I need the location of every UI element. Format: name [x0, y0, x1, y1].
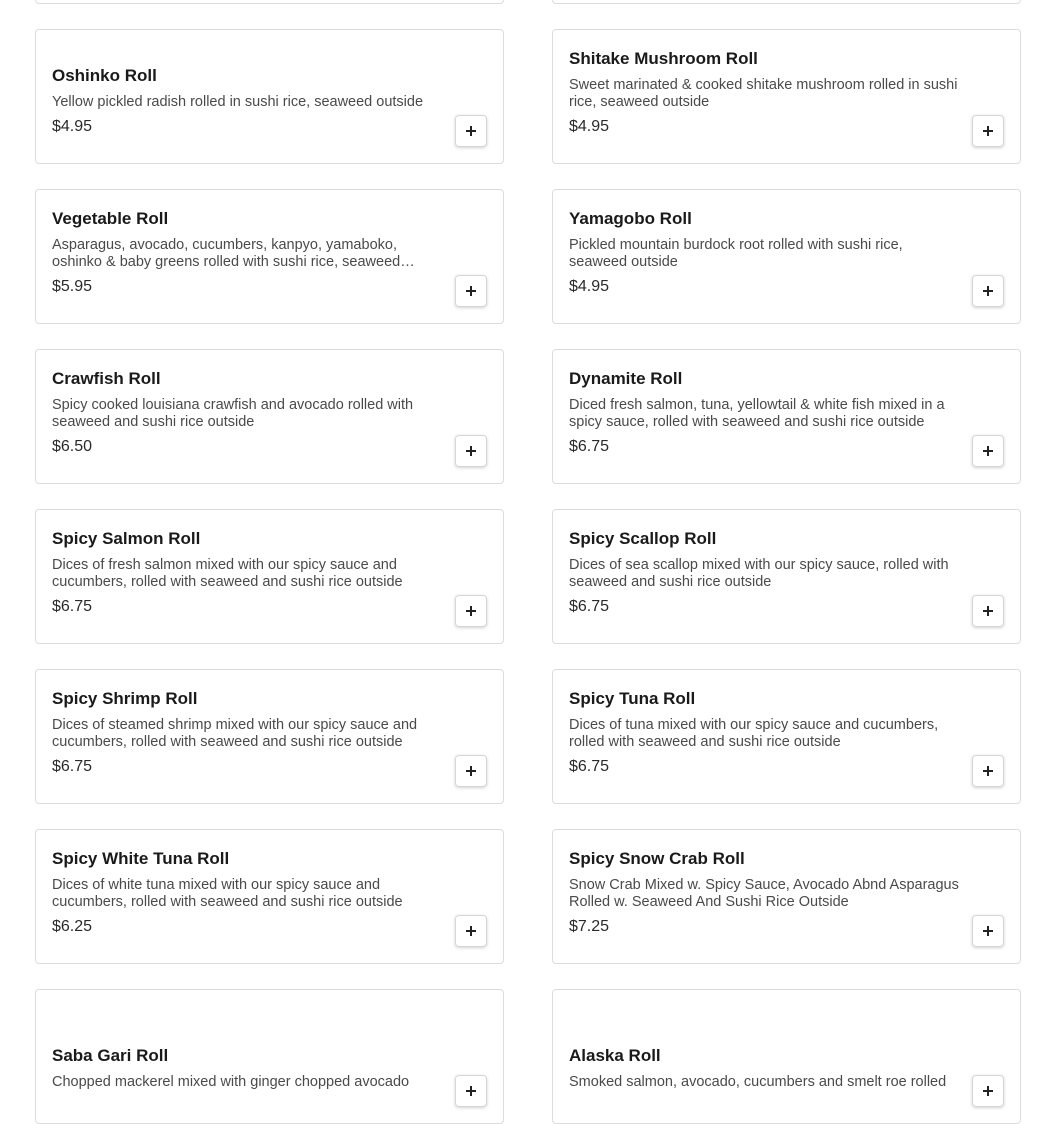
menu-item-name: Oshinko Roll — [52, 66, 157, 85]
menu-item-card[interactable] — [552, 829, 1021, 964]
menu-item-body — [569, 49, 960, 137]
menu-item-card[interactable] — [552, 509, 1021, 644]
plus-icon — [466, 286, 476, 296]
menu-item-body — [569, 369, 960, 457]
plus-icon — [983, 126, 993, 136]
plus-icon — [983, 286, 993, 296]
add-to-cart-button[interactable] — [972, 275, 1004, 307]
menu-item-card[interactable] — [35, 829, 504, 964]
menu-item-card[interactable] — [35, 189, 504, 324]
menu-item-card[interactable] — [552, 989, 1021, 1124]
menu-item-price: $6.50 — [52, 438, 93, 455]
menu-item-name: Spicy Tuna Roll — [569, 689, 696, 708]
add-to-cart-button[interactable] — [455, 915, 487, 947]
menu-item-card[interactable] — [552, 189, 1021, 324]
menu-item-price: $6.75 — [569, 598, 610, 615]
menu-item-card[interactable] — [35, 989, 504, 1124]
add-to-cart-button[interactable] — [455, 1075, 487, 1107]
menu-item-body — [52, 689, 443, 777]
menu-item-body — [569, 849, 960, 937]
menu-item-body — [52, 1046, 443, 1097]
menu-item-description: Dices of white tuna mixed with our spicy sauce and cucumbers, rolled with seaweed and sushi rice outside — [52, 877, 403, 910]
add-to-cart-button[interactable] — [972, 595, 1004, 627]
add-to-cart-button[interactable] — [455, 275, 487, 307]
add-to-cart-button[interactable] — [455, 435, 487, 467]
menu-grid — [35, 0, 1021, 1124]
add-to-cart-button[interactable] — [455, 595, 487, 627]
menu-item-card[interactable] — [552, 669, 1021, 804]
menu-item-name: Yamagobo Roll — [569, 209, 692, 228]
menu-item-name: Saba Gari Roll — [52, 1046, 169, 1065]
menu-item-body — [52, 369, 443, 457]
menu-item-description: Pickled mountain burdock root rolled with sushi rice, seaweed outside — [569, 237, 903, 270]
menu-item-name: Spicy White Tuna Roll — [52, 849, 230, 868]
plus-icon — [983, 926, 993, 936]
menu-item-price: $6.75 — [52, 598, 93, 615]
menu-item-price: $6.75 — [569, 758, 610, 775]
menu-item-card[interactable] — [35, 349, 504, 484]
menu-item-description: Dices of steamed shrimp mixed with our spicy sauce and cucumbers, rolled with seaweed and sushi rice outside — [52, 717, 418, 750]
menu-item-name: Spicy Salmon Roll — [52, 529, 201, 548]
add-to-cart-button[interactable] — [972, 755, 1004, 787]
menu-item-name: Shitake Mushroom Roll — [569, 49, 758, 68]
menu-item-body — [569, 1046, 960, 1097]
menu-item-description: Yellow pickled radish rolled in sushi rice, seaweed outside — [52, 94, 424, 110]
menu-item-card[interactable] — [552, 349, 1021, 484]
menu-item-body — [52, 66, 443, 137]
add-to-cart-button[interactable] — [455, 115, 487, 147]
plus-icon — [466, 446, 476, 456]
menu-item-description: Smoked salmon, avocado, cucumbers and smelt roe rolled — [569, 1074, 947, 1090]
menu-item-description: Dices of fresh salmon mixed with our spicy sauce and cucumbers, rolled with seaweed and sushi rice outside — [52, 557, 403, 590]
menu-item-name: Crawfish Roll — [52, 369, 161, 388]
menu-item-price: $6.75 — [52, 758, 93, 775]
menu-item-card[interactable] — [552, 29, 1021, 164]
plus-icon — [983, 766, 993, 776]
menu-item-description: Asparagus, avocado, cucumbers, kanpyo, yamaboko, oshinko & baby greens rolled with sushi rice, seaweed — [52, 237, 401, 270]
add-to-cart-button[interactable] — [972, 435, 1004, 467]
menu-item-price: $6.25 — [52, 918, 93, 935]
menu-item-description: Diced fresh salmon, tuna, yellowtail & white fish mixed in a spicy sauce, rolled with seaweed and sushi rice outside — [569, 397, 945, 430]
plus-icon — [983, 446, 993, 456]
menu-item-body — [52, 209, 443, 297]
add-to-cart-button[interactable] — [972, 915, 1004, 947]
menu-item-name: Dynamite Roll — [569, 369, 683, 388]
menu-item-body — [569, 689, 960, 777]
plus-icon — [466, 926, 476, 936]
menu-item-description: Dices of sea scallop mixed with our spicy sauce, rolled with seaweed and sushi rice outside — [569, 557, 949, 590]
menu-item-name: Spicy Shrimp Roll — [52, 689, 198, 708]
plus-icon — [466, 766, 476, 776]
plus-icon — [466, 126, 476, 136]
menu-item-card[interactable] — [35, 29, 504, 164]
menu-item-name: Vegetable Roll — [52, 209, 169, 228]
menu-item-price: $5.95 — [52, 278, 93, 295]
menu-item-card[interactable] — [35, 509, 504, 644]
menu-item-price: $4.95 — [569, 278, 610, 295]
menu-item-name: Spicy Scallop Roll — [569, 529, 717, 548]
menu-item-body — [52, 529, 443, 617]
menu-item-price: $4.95 — [52, 118, 93, 135]
add-to-cart-button[interactable] — [972, 115, 1004, 147]
menu-item-description: Snow Crab Mixed w. Spicy Sauce, Avocado Abnd Asparagus Rolled w. Seaweed And Sushi Rice Outside — [569, 877, 959, 910]
menu-item-name: Alaska Roll — [569, 1046, 661, 1065]
menu-item-price: $6.75 — [569, 438, 610, 455]
menu-item-body — [52, 849, 443, 937]
menu-item-card[interactable] — [552, 0, 1021, 4]
menu-item-name: Spicy Snow Crab Roll — [569, 849, 745, 868]
menu-item-body — [569, 529, 960, 617]
menu-item-card[interactable] — [35, 669, 504, 804]
menu-item-description: Chopped mackerel mixed with ginger chopped avocado — [52, 1074, 410, 1090]
menu-item-description: Spicy cooked louisiana crawfish and avocado rolled with seaweed and sushi rice outside — [52, 397, 414, 430]
plus-icon — [466, 606, 476, 616]
menu-item-description: Dices of tuna mixed with our spicy sauce and cucumbers, rolled with seaweed and sushi rice outside — [569, 717, 939, 750]
plus-icon — [983, 606, 993, 616]
menu-item-description: Sweet marinated & cooked shitake mushroom rolled in sushi rice, seaweed outside — [569, 77, 958, 110]
menu-item-card[interactable] — [35, 0, 504, 4]
menu-item-price: $7.25 — [569, 918, 610, 935]
menu-item-price: $4.95 — [569, 118, 610, 135]
menu-item-body — [569, 209, 960, 297]
add-to-cart-button[interactable] — [455, 755, 487, 787]
add-to-cart-button[interactable] — [972, 1075, 1004, 1107]
